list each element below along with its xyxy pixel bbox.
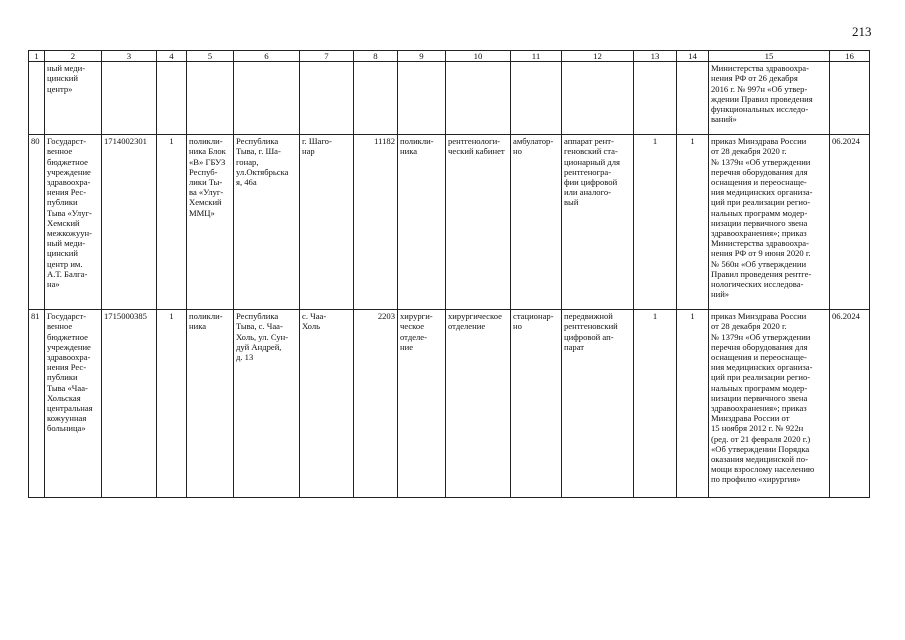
table-cell bbox=[354, 62, 398, 135]
table-cell-subdivision: поликли- ника Блок «В» ГБУЗ Респуб- лики Ты- ва «Улуг- Хемский ММЦ» bbox=[187, 135, 234, 310]
table-cell-legal-basis: приказ Минздрава России от 28 декабря 2020 г. № 1379н «Об утверждении перечня оборудования для оснащения и переоснаще- ния медицинских организа- ций при реализации регио- нальных программ модер- низации первичного звена здравоохранения»; приказ Минздрава России от 15 ноября 2012 г. № 922н (ред. от 21 февраля 2020 г.) «Об утверждении Порядка оказания медицинской по- мощи взрослому населению по профилю «хирургия» bbox=[709, 310, 830, 498]
column-header: 5 bbox=[187, 51, 234, 62]
column-header: 1 bbox=[29, 51, 45, 62]
table-cell-number: 81 bbox=[29, 310, 45, 498]
column-header: 12 bbox=[562, 51, 634, 62]
table-row-continuation bbox=[29, 62, 870, 135]
table-cell-unit: хирурги- ческое отделе- ние bbox=[398, 310, 446, 498]
table-cell-number: 80 bbox=[29, 135, 45, 310]
table-cell-quantity: 1 bbox=[634, 135, 677, 310]
table-cell-organization: ный меди- цинский центр» bbox=[45, 62, 102, 135]
table-cell-equipment: передвижной рентгеновский цифровой ап- парат bbox=[562, 310, 634, 498]
column-header: 10 bbox=[446, 51, 511, 62]
table-cell bbox=[157, 62, 187, 135]
table-cell-date: 06.2024 bbox=[830, 310, 870, 498]
table-header-row bbox=[29, 51, 870, 62]
table-cell bbox=[511, 62, 562, 135]
table-cell: 1 bbox=[157, 310, 187, 498]
table-cell-subdivision: поликли- ника bbox=[187, 310, 234, 498]
table-cell-code: 1714002301 bbox=[102, 135, 157, 310]
table-cell-code: 1715000385 bbox=[102, 310, 157, 498]
column-header: 2 bbox=[45, 51, 102, 62]
table-cell-quantity: 1 bbox=[677, 135, 709, 310]
table-row bbox=[29, 310, 870, 498]
column-header: 16 bbox=[830, 51, 870, 62]
table-cell: 1 bbox=[157, 135, 187, 310]
table-cell bbox=[446, 62, 511, 135]
table-cell bbox=[830, 62, 870, 135]
table-cell-legal-basis: Министерства здравоохра- нения РФ от 26 декабря 2016 г. № 997н «Об утвер- ждении Правил проведения функциональных исследо- ваний» bbox=[709, 62, 830, 135]
table-cell bbox=[398, 62, 446, 135]
table-cell-address: Республика Тыва, г. Ша- гонар, ул.Октябрьска я, 46а bbox=[234, 135, 300, 310]
table-cell bbox=[187, 62, 234, 135]
column-header: 9 bbox=[398, 51, 446, 62]
table-cell-locality: с. Чаа- Холь bbox=[300, 310, 354, 498]
column-header: 15 bbox=[709, 51, 830, 62]
table-cell-quantity: 1 bbox=[677, 310, 709, 498]
table-cell-department: хирургическое отделение bbox=[446, 310, 511, 498]
table-cell bbox=[29, 62, 45, 135]
table-cell-address: Республика Тыва, с. Чаа- Холь, ул. Сун- дуй Андрей, д. 13 bbox=[234, 310, 300, 498]
table-cell-count: 11182 bbox=[354, 135, 398, 310]
column-header: 6 bbox=[234, 51, 300, 62]
table-cell-unit: поликли- ника bbox=[398, 135, 446, 310]
column-header: 4 bbox=[157, 51, 187, 62]
table-cell-care-type: стационар- но bbox=[511, 310, 562, 498]
table-cell bbox=[300, 62, 354, 135]
column-header: 7 bbox=[300, 51, 354, 62]
table-cell bbox=[234, 62, 300, 135]
page-number: 213 bbox=[852, 24, 872, 39]
table-cell bbox=[102, 62, 157, 135]
table-cell-equipment: аппарат рент- геновский ста- ционарный для рентгеногра- фии цифровой или аналого- вый bbox=[562, 135, 634, 310]
column-header: 8 bbox=[354, 51, 398, 62]
table-cell bbox=[634, 62, 677, 135]
table-cell-quantity: 1 bbox=[634, 310, 677, 498]
table-cell-department: рентгенологи- ческий кабинет bbox=[446, 135, 511, 310]
table-cell-care-type: амбулатор- но bbox=[511, 135, 562, 310]
table-row bbox=[29, 135, 870, 310]
column-header: 14 bbox=[677, 51, 709, 62]
column-header: 3 bbox=[102, 51, 157, 62]
table-cell bbox=[562, 62, 634, 135]
table-cell-count: 2203 bbox=[354, 310, 398, 498]
document-table bbox=[28, 50, 870, 498]
table-cell-organization: Государст- венное бюджетное учреждение здравоохра- нения Рес- публики Тыва «Чаа- Хольская центральная кожуунная больница» bbox=[45, 310, 102, 498]
table-cell-date: 06.2024 bbox=[830, 135, 870, 310]
table-cell bbox=[677, 62, 709, 135]
table-cell-legal-basis: приказ Минздрава России от 28 декабря 2020 г. № 1379н «Об утверждении перечня оборудования для оснащения и переоснаще- ния медицинских организа- ций при реализации регио- нальных программ модер- низации первичного звена здравоохранения»; приказ Министерства здравоохра- нения РФ от 9 июня 2020 г. № 560н «Об утверждении Правил проведения рентге- нологических исследова- ний» bbox=[709, 135, 830, 310]
table-cell-organization: Государст- венное бюджетное учреждение здравоохра- нения Рес- публики Тыва «Улуг- Хемский межкожуун- ный меди- цинский центр им. А.Т. Балга- на» bbox=[45, 135, 102, 310]
table-cell-locality: г. Шаго- нар bbox=[300, 135, 354, 310]
column-header: 11 bbox=[511, 51, 562, 62]
column-header: 13 bbox=[634, 51, 677, 62]
